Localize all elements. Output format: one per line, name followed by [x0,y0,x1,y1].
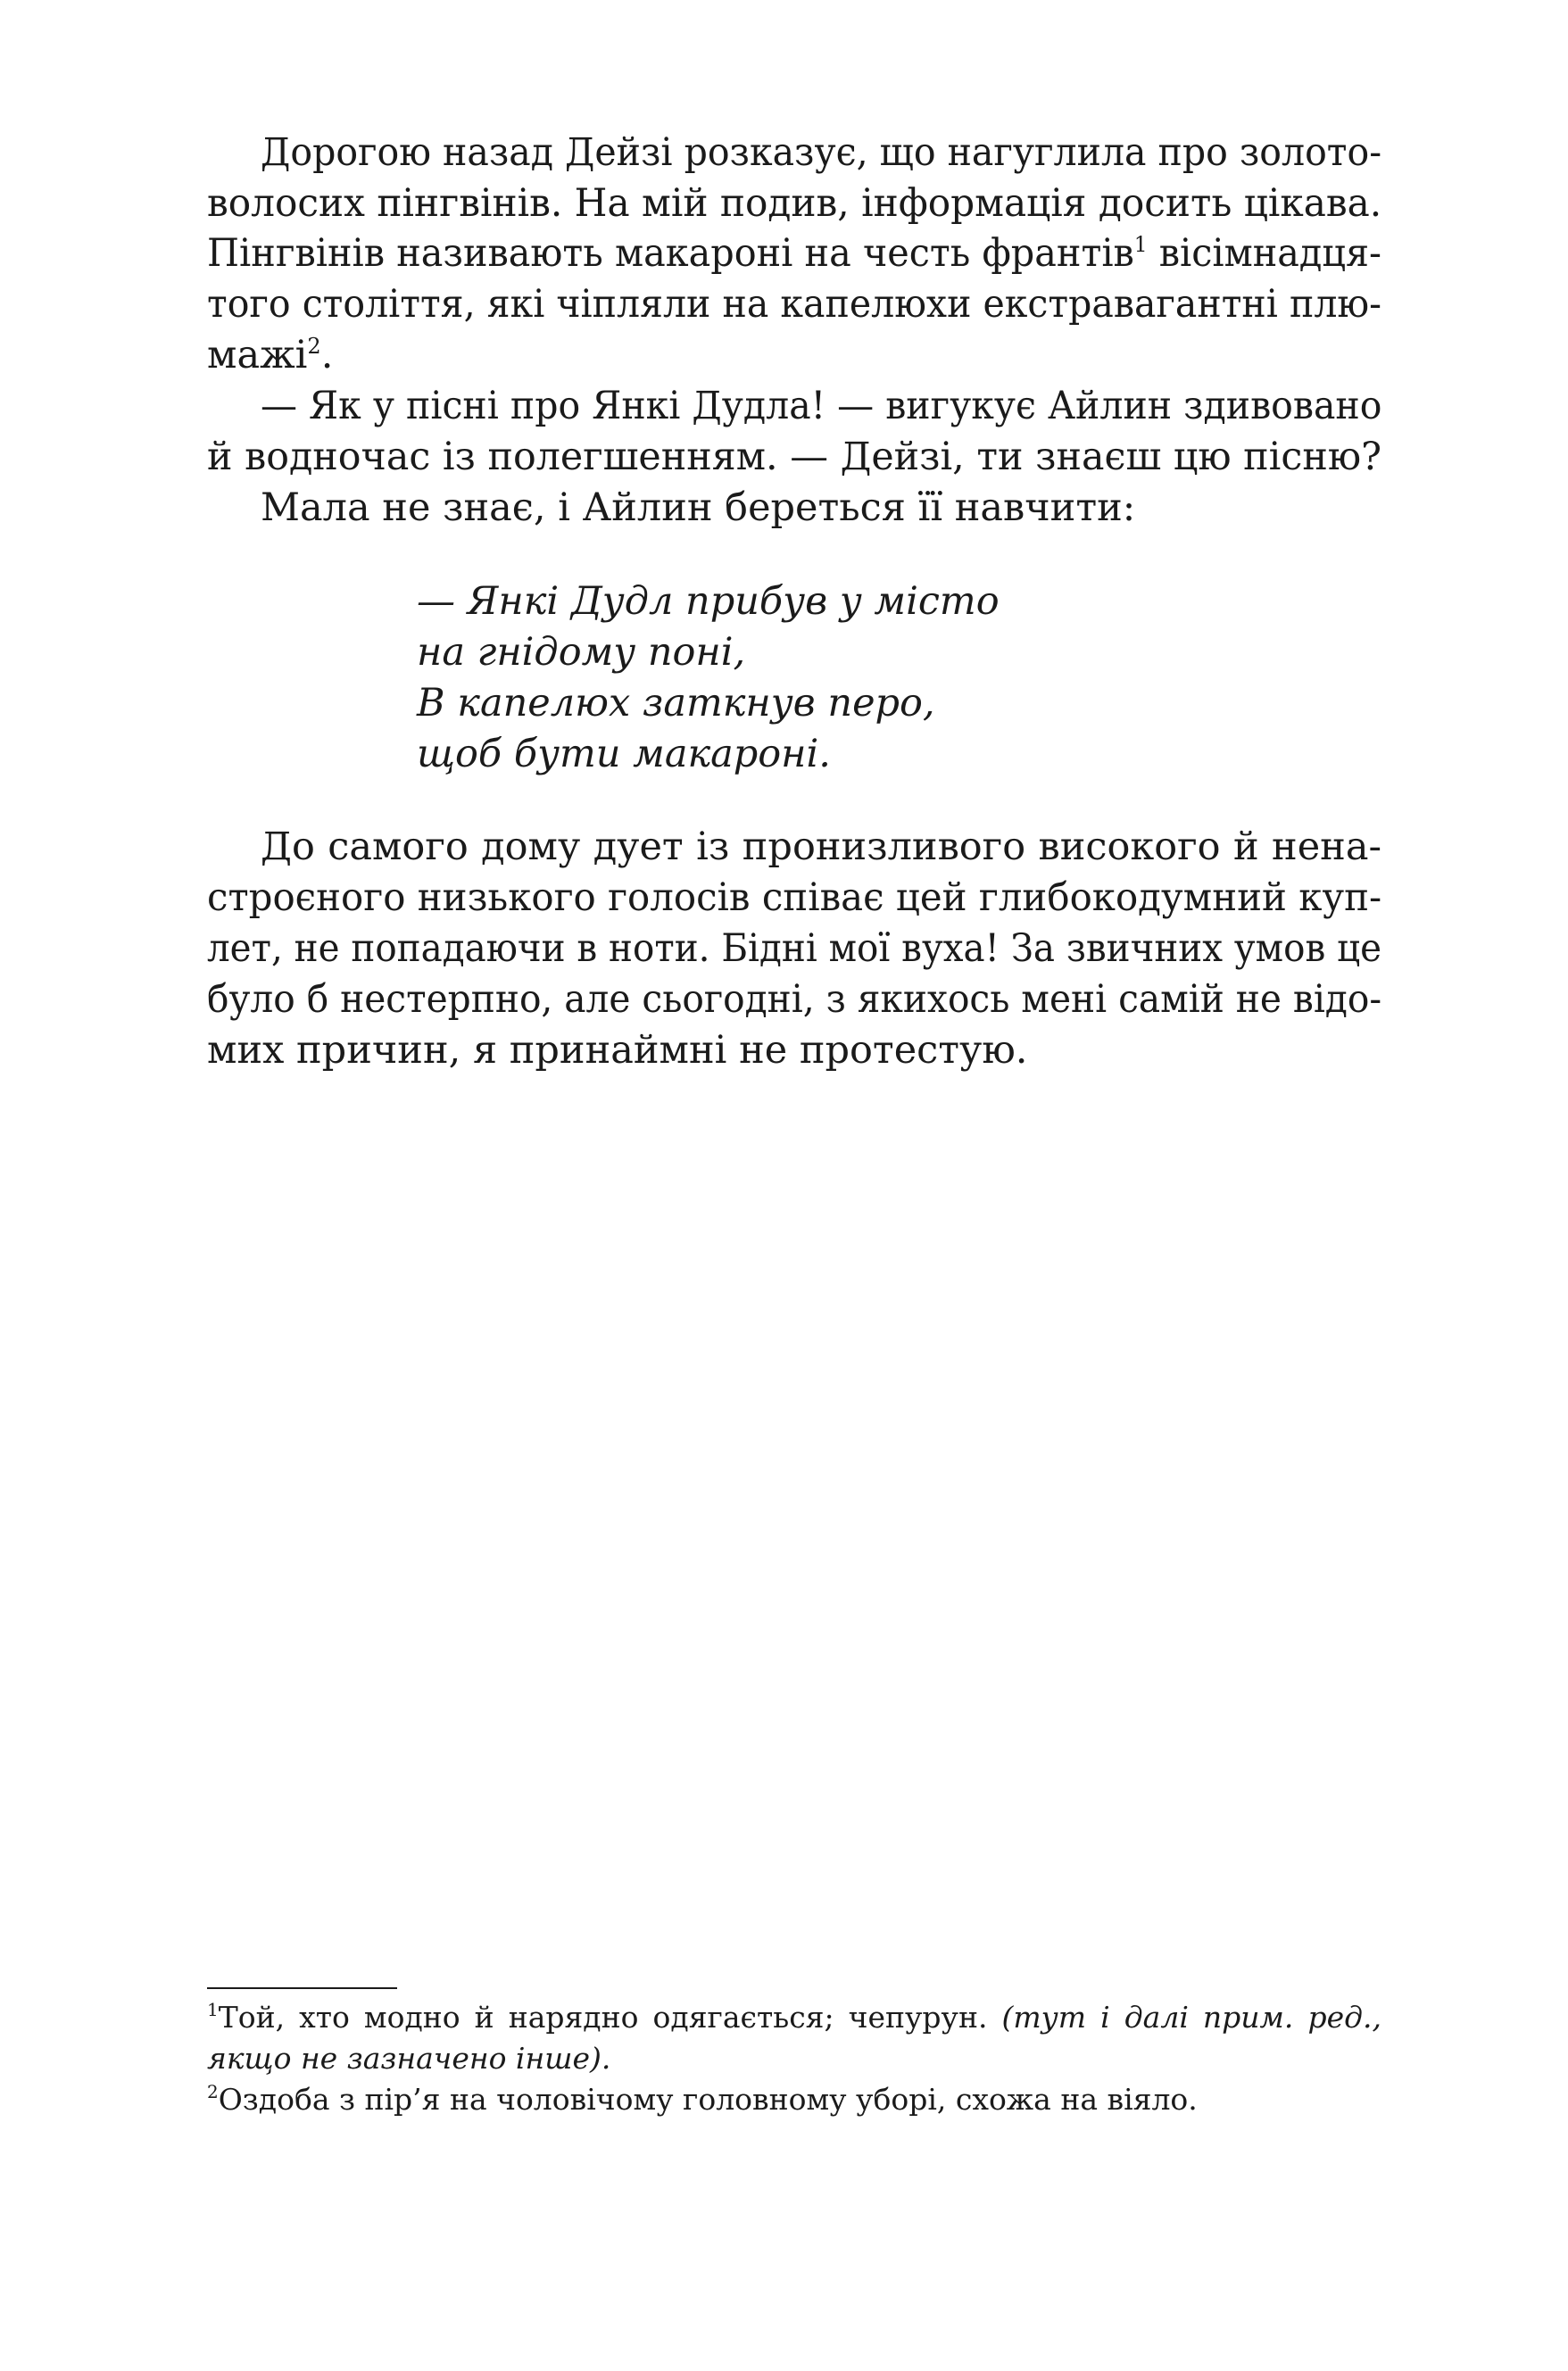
verse-line: — Янкі Дудл прибув у місто [417,579,1000,624]
footnote-marker: 2 [207,2081,219,2102]
footnote-editor-note: (тут і далі прим. ред., [1001,2000,1381,2035]
footnote-2 [207,2081,1198,2117]
body-line: Мала не знає, і Айлин береться її навчити: [261,485,1136,530]
body-line [207,333,334,377]
body-line: й водночас із полегшенням. — Дейзі, ти знаєш цю пісню? [207,435,1381,479]
footnote-ref: 1 [1133,232,1148,257]
footnote-marker: 1 [207,1999,219,2020]
body-line: того століття, які чіпляли на капелюхи екстравагантні плю- [207,282,1381,327]
body-line: До самого дому дует із пронизливого високого й нена- [261,825,1381,869]
footnote-text: Той, хто модно й нарядно одягається; чепурун. [218,2000,988,2035]
verse-line: щоб бути макароні. [417,732,831,776]
body-line: — Як у пісні про Янкі Дудла! — вигукує Айлин здивовано [261,384,1382,428]
body-line: мих причин, я принаймні не протестую. [207,1028,1028,1073]
body-line: Дорогою назад Дейзі розказує, що нагуглила про золото- [261,130,1382,175]
body-text: . [320,333,334,377]
footnote-separator [207,1987,397,1989]
book-page [207,0,1381,2371]
body-text: вісімнадця- [1147,231,1381,276]
body-line [207,231,1381,276]
footnote-1-continued [207,2041,611,2076]
body-line: волосих пінгвінів. На мій подив, інформація досить цікава. [207,181,1382,226]
body-line: було б нестерпно, але сьогодні, з якихось мені самій не відо- [207,977,1382,1022]
verse-line: В капелюх заткнув перо, [417,681,935,725]
footnote-ref: 2 [307,334,321,359]
footnote-editor-note: якщо не зазначено інше). [207,2041,611,2076]
verse-line: на гнідому поні, [417,630,746,675]
body-line: лет, не попадаючи в ноти. Бідні мої вуха! За звичних умов це [207,926,1381,971]
body-text: Пінгвінів називають макароні на честь франтів [207,231,1134,276]
footnote-text: Оздоба з пір’я на чоловічому головному уборі, схожа на віяло. [218,2082,1198,2117]
body-text: мажі [207,333,308,377]
body-line: строєного низького голосів співає цей глибокодумний куп- [207,875,1382,920]
footnote-1 [207,1999,1381,2035]
